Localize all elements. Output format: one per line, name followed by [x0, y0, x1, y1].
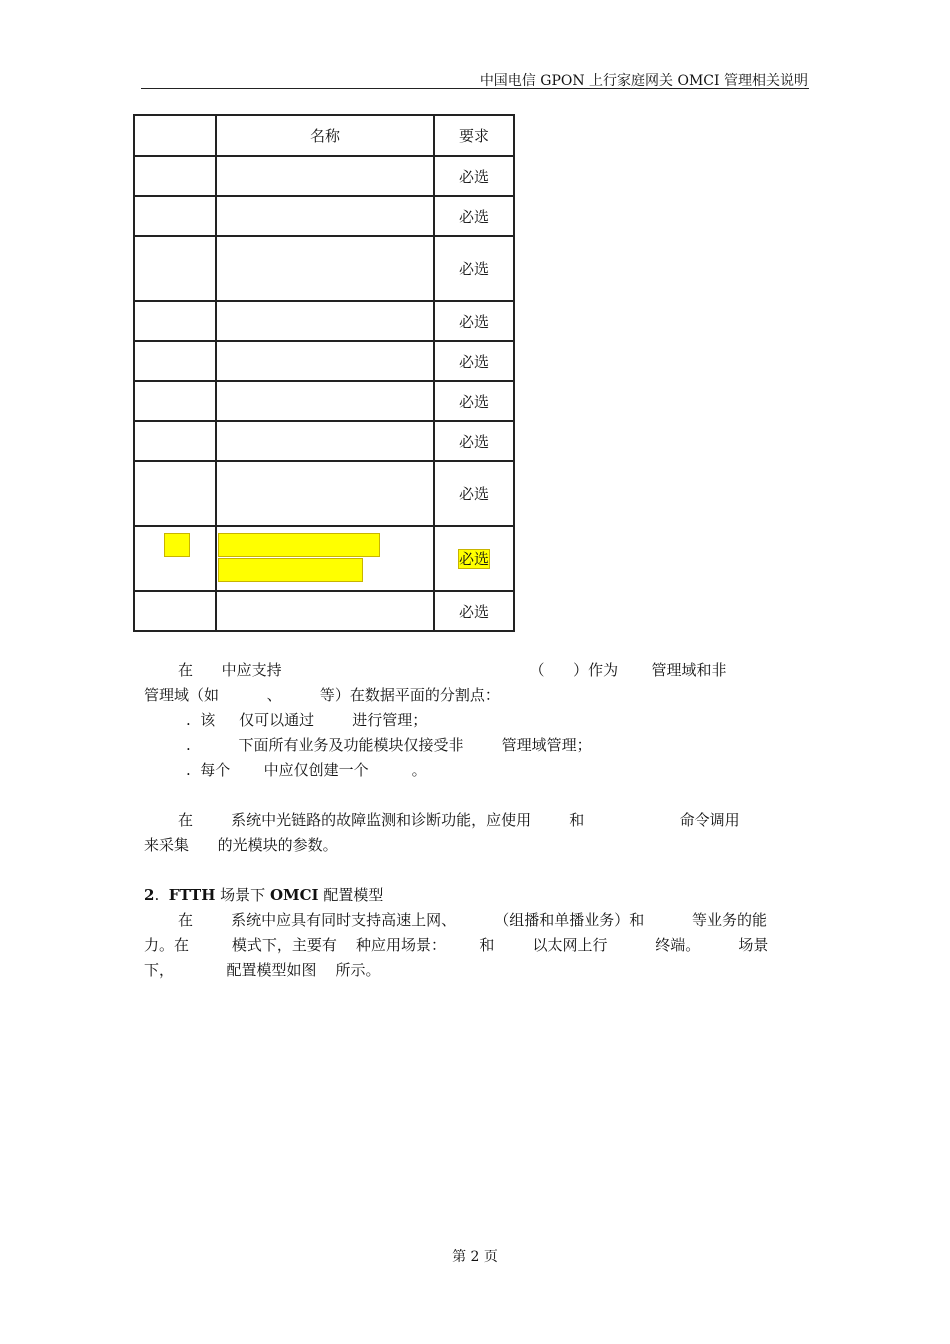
row-requirement-cell — [434, 381, 514, 421]
section-mid: 场景下 — [220, 886, 266, 904]
requirement-label: 必选 — [458, 260, 489, 278]
row-name-cell — [216, 196, 434, 236]
table-row — [134, 381, 514, 421]
header-divider — [141, 88, 809, 89]
row-requirement-cell — [434, 341, 514, 381]
requirement-label: 必选 — [458, 207, 489, 226]
table-row — [134, 196, 514, 236]
para3-line3: 下， 配置模型如图 所示。 — [144, 961, 381, 979]
header-cell-requirement: 要求 — [434, 115, 514, 156]
row-name-cell — [216, 236, 434, 301]
row-index-cell — [134, 461, 216, 526]
table-row — [134, 421, 514, 461]
row-name-cell — [216, 341, 434, 381]
table-row — [134, 526, 514, 591]
highlight-mark — [164, 533, 190, 557]
row-requirement-cell — [434, 301, 514, 341]
highlight-mark — [218, 558, 363, 582]
row-requirement-cell — [434, 156, 514, 196]
row-index-cell — [134, 301, 216, 341]
row-index-cell — [134, 341, 216, 381]
para1-bullet3: . 每个 中应仅创建一个 。 — [186, 761, 427, 779]
row-name-cell — [216, 421, 434, 461]
row-index-cell — [134, 196, 216, 236]
header-cell-blank — [134, 115, 216, 156]
requirement-label: 必选 — [458, 432, 489, 451]
requirement-label: 必选 — [458, 602, 489, 621]
row-index-cell — [134, 156, 216, 196]
row-name-cell — [216, 156, 434, 196]
row-index-cell — [134, 236, 216, 301]
row-requirement-cell — [434, 461, 514, 526]
row-index-cell — [134, 421, 216, 461]
page-number: 第 2 页 — [452, 1249, 498, 1265]
table-row — [134, 236, 514, 301]
row-requirement-cell — [434, 591, 514, 631]
row-index-cell — [134, 526, 216, 591]
row-requirement-cell — [434, 421, 514, 461]
table-row — [134, 591, 514, 631]
para1-bullet2: . 下面所有业务及功能模块仅接受非 管理域管理； — [186, 736, 592, 754]
requirement-label: 必选 — [458, 392, 489, 411]
row-index-cell — [134, 381, 216, 421]
row-requirement-cell — [434, 236, 514, 301]
row-name-cell — [216, 381, 434, 421]
requirement-label: 必选 — [458, 550, 489, 568]
row-index-cell — [134, 591, 216, 631]
section-omci: OMCI — [269, 886, 319, 904]
table-row — [134, 461, 514, 526]
section-tail: 配置模型 — [323, 886, 384, 904]
requirement-label: 必选 — [458, 167, 489, 186]
table-row — [134, 156, 514, 196]
section-number: 2 — [144, 886, 155, 904]
page-header-title: 中国电信 GPON 上行家庭网关 OMCI 管理相关说明 — [479, 73, 808, 89]
para3-line1: 在 系统中应具有同时支持高速上网、 （组播和单播业务）和 等业务的能 — [178, 911, 767, 929]
para1-line2: 管理域（如 、 等）在数据平面的分割点： — [144, 686, 500, 704]
para2-line1: 在 系统中光链路的故障监测和诊断功能，应使用 和 命令调用 — [178, 811, 740, 829]
row-name-cell — [216, 591, 434, 631]
requirements-table — [133, 114, 515, 632]
table-row — [134, 301, 514, 341]
header-cell-name: 名称 — [216, 115, 434, 156]
row-requirement-cell — [434, 526, 514, 591]
table-row — [134, 341, 514, 381]
row-name-cell — [216, 461, 434, 526]
requirement-label: 必选 — [458, 352, 489, 371]
para3-line2: 力。在 模式下，主要有 种应用场景： 和 以太网上行 终端。 场景 — [144, 936, 769, 954]
section-ftth: FTTH — [168, 886, 216, 904]
table-header-row — [134, 115, 514, 156]
para1-line1: 在 中应支持 （ ）作为 管理域和非 — [178, 661, 727, 679]
requirement-label: 必选 — [458, 312, 489, 331]
row-name-cell — [216, 301, 434, 341]
requirement-label: 必选 — [458, 485, 489, 503]
para1-bullet1: . 该 仅可以通过 进行管理； — [186, 711, 428, 729]
para2-line2: 来采集 的光模块的参数。 — [144, 836, 338, 854]
section-heading: 2. FTTH 场景下 OMCI 配置模型 — [144, 886, 384, 904]
highlight-mark — [218, 533, 380, 557]
row-requirement-cell — [434, 196, 514, 236]
row-name-cell — [216, 526, 434, 591]
